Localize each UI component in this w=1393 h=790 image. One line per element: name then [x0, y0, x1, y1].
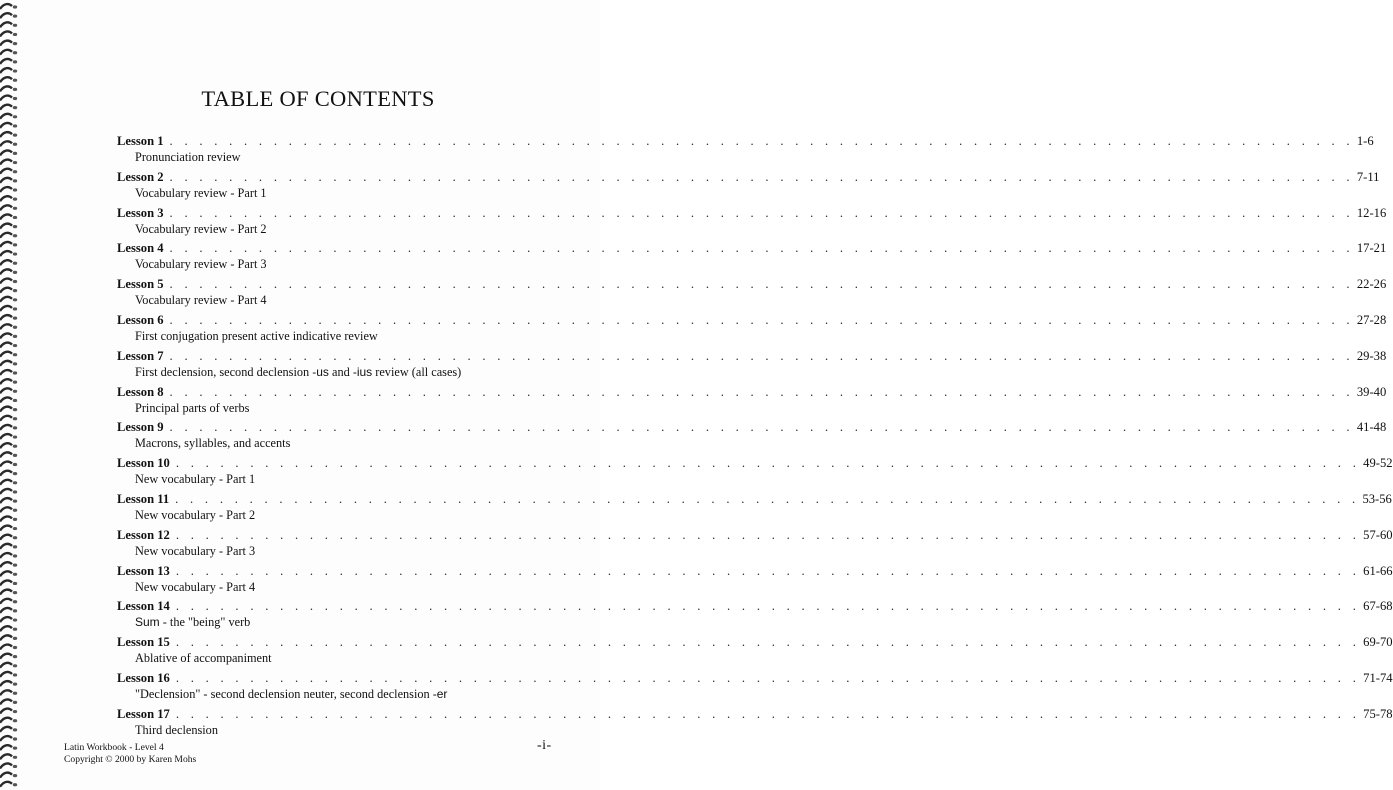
spiral-coil: [0, 553, 17, 558]
toc-entry: [117, 384, 1387, 421]
toc-entry: [117, 277, 1387, 313]
latin-term: -er: [432, 686, 448, 701]
lesson-label: Lesson 16: [117, 670, 170, 685]
spiral-coil: [0, 288, 17, 293]
dot-leader: . . . . . . . . . . . . . . . . . . . . . . . . . . . . . . . . . . . . . . . . . . . . . . . . . . . . . . . . . . . . . . . . . . . . . . . . . . . . . . . .: [169, 384, 1354, 399]
page-range: 39-40: [1356, 384, 1387, 399]
spiral-coil: [0, 480, 17, 485]
dot-leader: . . . . . . . . . . . . . . . . . . . . . . . . . . . . . . . . . . . . . . . . . . . . . . . . . . . . . . . . . . . . . . . . . . . . . . . . . . . . . . . .: [175, 599, 1361, 614]
spiral-coil: [0, 68, 17, 73]
spiral-coil: [0, 160, 17, 165]
spiral-coil: [0, 590, 17, 595]
dot-leader: . . . . . . . . . . . . . . . . . . . . . . . . . . . . . . . . . . . . . . . . . . . . . . . . . . . . . . . . . . . . . . . . . . . . . . . . . . . . . . . .: [169, 420, 1354, 435]
latin-term: Sum: [135, 615, 160, 630]
latin-term: -us: [312, 364, 329, 379]
spiral-coil: [0, 434, 17, 439]
toc-entry: [117, 670, 1393, 707]
lesson-description: [135, 436, 520, 451]
spiral-coil: [0, 498, 17, 503]
spiral-coil: [0, 544, 17, 549]
spiral-coil: [0, 407, 17, 412]
toc-entry: [117, 599, 1393, 635]
description-text: Vocabulary review - Part 3: [135, 257, 267, 272]
page-range: 49-52: [1363, 456, 1393, 471]
page-range: 27-28: [1356, 312, 1387, 327]
spiral-coil: [0, 260, 17, 265]
spiral-coil: [0, 77, 17, 82]
spiral-coil: [0, 397, 17, 402]
spiral-coil: [0, 269, 17, 274]
spiral-coil: [0, 617, 17, 622]
spiral-coil: [0, 196, 17, 201]
description-text: Pronunciation review: [135, 150, 241, 164]
spiral-coil: [0, 690, 17, 695]
toc-entry: [117, 635, 1393, 671]
lesson-description: [135, 365, 520, 380]
spiral-coil: [0, 425, 17, 430]
spiral-coil: [0, 22, 17, 27]
lesson-description: [135, 651, 520, 666]
lesson-label: Lesson 17: [117, 706, 170, 721]
page-range: 61-66: [1363, 563, 1393, 578]
lesson-label: Lesson 9: [117, 420, 164, 435]
spiral-coil: [0, 370, 17, 375]
page-range: 57-60: [1363, 527, 1393, 542]
dot-leader: . . . . . . . . . . . . . . . . . . . . . . . . . . . . . . . . . . . . . . . . . . . . . . . . . . . . . . . . . . . . . . . . . . . . . . . . . . . . . . . .: [175, 563, 1361, 578]
spiral-coil: [0, 324, 17, 329]
page-range: 71-74: [1363, 670, 1393, 685]
lesson-label: Lesson 10: [117, 456, 170, 471]
lesson-label: Lesson 1: [117, 134, 164, 148]
description-text: - the "being" verb: [159, 615, 251, 630]
spiral-coil: [0, 361, 17, 366]
footer-credits: [64, 742, 196, 765]
toc-entry: [117, 456, 1393, 492]
spiral-coil: [0, 50, 17, 55]
lesson-label: Lesson 2: [117, 169, 164, 184]
page-range: 12-16: [1356, 205, 1387, 220]
lesson-description: [135, 329, 520, 344]
toc-entry: [117, 312, 1387, 349]
toc-entry: [117, 134, 1374, 170]
spiral-coil: [0, 782, 17, 787]
lesson-label: Lesson 6: [117, 312, 164, 327]
toc-entry: [117, 706, 1393, 743]
spiral-coil: [0, 471, 17, 476]
lesson-label: Lesson 7: [117, 348, 164, 363]
spiral-coil: [0, 388, 17, 393]
lesson-description: [135, 257, 520, 272]
dot-leader: . . . . . . . . . . . . . . . . . . . . . . . . . . . . . . . . . . . . . . . . . . . . . . . . . . . . . . . . . . . . . . . . . . . . . . . . . . . . . . . .: [169, 205, 1354, 220]
dot-leader: . . . . . . . . . . . . . . . . . . . . . . . . . . . . . . . . . . . . . . . . . . . . . . . . . . . . . . . . . . . . . . . . . . . . . . . . . . . . . . . .: [175, 456, 1361, 471]
spiral-coil: [0, 663, 17, 668]
spiral-coil: [0, 333, 17, 338]
dot-leader: . . . . . . . . . . . . . . . . . . . . . . . . . . . . . . . . . . . . . . . . . . . . . . . . . . . . . . . . . . . . . . . . . . . . . . . . . . . . . . . .: [169, 277, 1354, 292]
toc-entry: [117, 563, 1393, 600]
description-text: Macrons, syllables, and accents: [135, 436, 291, 451]
lesson-label: Lesson 14: [117, 599, 170, 614]
spiral-binding: [0, 0, 34, 790]
description-text: New vocabulary - Part 1: [135, 472, 256, 487]
spiral-coil: [0, 306, 17, 311]
spiral-coil: [0, 507, 17, 512]
toc-entry: [117, 348, 1387, 385]
description-text: New vocabulary - Part 3: [135, 543, 256, 558]
page-range: 1-6: [1356, 134, 1374, 148]
lesson-label: Lesson 8: [117, 384, 164, 399]
description-text: review (all cases): [372, 364, 462, 379]
description-text: Vocabulary review - Part 4: [135, 293, 267, 308]
page-range: 7-11: [1356, 169, 1380, 184]
dot-leader: . . . . . . . . . . . . . . . . . . . . . . . . . . . . . . . . . . . . . . . . . . . . . . . . . . . . . . . . . . . . . . . . . . . . . . . . . . . . . . . .: [175, 527, 1361, 542]
spiral-coil: [0, 297, 17, 302]
lesson-description: [135, 150, 520, 165]
lesson-description: [135, 580, 520, 595]
lesson-label: Lesson 13: [117, 563, 170, 578]
spiral-coil: [0, 141, 17, 146]
spiral-coil: [0, 681, 17, 686]
lesson-description: [135, 544, 520, 559]
page-range: 29-38: [1356, 348, 1387, 363]
dot-leader: . . . . . . . . . . . . . . . . . . . . . . . . . . . . . . . . . . . . . . . . . . . . . . . . . . . . . . . . . . . . . . . . . . . . . . . . . . . . . . . .: [169, 348, 1354, 363]
spiral-coil: [0, 123, 17, 128]
dot-leader: . . . . . . . . . . . . . . . . . . . . . . . . . . . . . . . . . . . . . . . . . . . . . . . . . . . . . . . . . . . . . . . . . . . . . . . . . . . . . . . .: [175, 670, 1361, 685]
toc-entry: [117, 241, 1387, 277]
toc-entry: [117, 420, 1387, 456]
spiral-coil: [0, 343, 17, 348]
spiral-coil: [0, 672, 17, 677]
page-range: 22-26: [1356, 277, 1387, 292]
lesson-description: [135, 723, 520, 738]
spiral-coil: [0, 773, 17, 778]
lesson-description: [135, 222, 520, 237]
lesson-description: [135, 401, 520, 416]
lesson-description: [135, 293, 520, 308]
spiral-coil: [0, 736, 17, 741]
description-text: First conjugation present active indicative review: [135, 328, 378, 343]
dot-leader: . . . . . . . . . . . . . . . . . . . . . . . . . . . . . . . . . . . . . . . . . . . . . . . . . . . . . . . . . . . . . . . . . . . . . . . . . . . . . . . .: [175, 706, 1361, 721]
description-text: Vocabulary review - Part 1: [135, 185, 267, 200]
page-range: 53-56: [1362, 491, 1392, 506]
spiral-coil: [0, 214, 17, 219]
spiral-coil: [0, 462, 17, 467]
description-text: Third declension: [135, 722, 218, 737]
spiral-coil: [0, 13, 17, 18]
spiral-coil: [0, 114, 17, 119]
description-text: Ablative of accompaniment: [135, 651, 272, 666]
page-range: 41-48: [1356, 420, 1387, 435]
spiral-coil: [0, 626, 17, 631]
spiral-coil: [0, 580, 17, 585]
spiral-coil: [0, 516, 17, 521]
spiral-coil: [0, 233, 17, 238]
spiral-coil: [0, 242, 17, 247]
spiral-coil: [0, 251, 17, 256]
dot-leader: . . . . . . . . . . . . . . . . . . . . . . . . . . . . . . . . . . . . . . . . . . . . . . . . . . . . . . . . . . . . . . . . . . . . . . . . . . . . . . . .: [169, 312, 1354, 327]
toc-entry: [117, 205, 1387, 242]
spiral-coil: [0, 608, 17, 613]
footer-copyright: Copyright © 2000 by Karen Mohs: [64, 753, 197, 765]
page-number: -i-: [537, 738, 552, 753]
page-title: TABLE OF CONTENTS: [201, 86, 435, 111]
page-range: 67-68: [1363, 599, 1393, 614]
lesson-label: Lesson 11: [117, 491, 170, 506]
lesson-description: [135, 472, 520, 487]
spiral-coil: [0, 526, 17, 531]
page-range: 69-70: [1363, 635, 1393, 650]
spiral-coil: [0, 279, 17, 284]
spiral-coil: [0, 654, 17, 659]
latin-term: -ius: [352, 364, 373, 379]
lesson-label: Lesson 3: [117, 205, 164, 220]
spiral-coil: [0, 599, 17, 604]
table-of-contents: [117, 134, 1393, 743]
lesson-label: Lesson 5: [117, 277, 164, 292]
spiral-coil: [0, 59, 17, 64]
spiral-coil: [0, 489, 17, 494]
spiral-coil: [0, 754, 17, 759]
lesson-label: Lesson 12: [117, 527, 170, 542]
spiral-coil: [0, 132, 17, 137]
dot-leader: . . . . . . . . . . . . . . . . . . . . . . . . . . . . . . . . . . . . . . . . . . . . . . . . . . . . . . . . . . . . . . . . . . . . . . . . . . . . . . . .: [175, 491, 1360, 506]
spiral-coil: [0, 535, 17, 540]
toc-entry: [117, 527, 1393, 564]
spiral-coil: [0, 699, 17, 704]
description-text: "Declension" - second declension neuter, second declension: [135, 686, 433, 701]
spiral-coil: [0, 452, 17, 457]
spiral-coil: [0, 727, 17, 732]
toc-entry: [117, 169, 1380, 206]
lesson-description: [135, 508, 520, 523]
spiral-coil: [0, 379, 17, 384]
page-range: 17-21: [1356, 241, 1387, 256]
spiral-coil: [0, 635, 17, 640]
description-text: and: [328, 364, 353, 379]
spiral-coil: [0, 224, 17, 229]
description-text: Principal parts of verbs: [135, 400, 250, 415]
spiral-coil: [0, 763, 17, 768]
spiral-coil: [0, 745, 17, 750]
spiral-coil: [0, 562, 17, 567]
spiral-coil: [0, 571, 17, 576]
spiral-coil: [0, 178, 17, 183]
dot-leader: . . . . . . . . . . . . . . . . . . . . . . . . . . . . . . . . . . . . . . . . . . . . . . . . . . . . . . . . . . . . . . . . . . . . . . . . . . . . . . . .: [175, 635, 1361, 650]
spiral-coil: [0, 150, 17, 155]
spiral-coil: [0, 443, 17, 448]
lesson-description: [135, 687, 520, 702]
description-text: New vocabulary - Part 4: [135, 579, 256, 594]
description-text: New vocabulary - Part 2: [135, 507, 256, 522]
spiral-coil: [0, 41, 17, 46]
dot-leader: . . . . . . . . . . . . . . . . . . . . . . . . . . . . . . . . . . . . . . . . . . . . . . . . . . . . . . . . . . . . . . . . . . . . . . . . . . . . . . . .: [169, 169, 1354, 184]
page-range: 75-78: [1363, 706, 1393, 721]
spiral-coil: [0, 416, 17, 421]
description-text: First declension, second declension: [135, 364, 313, 379]
lesson-label: Lesson 15: [117, 635, 170, 650]
spiral-coil: [0, 315, 17, 320]
spiral-coil: [0, 4, 17, 9]
toc-entry: [117, 491, 1392, 528]
spiral-coil: [0, 169, 17, 174]
lesson-description: [135, 615, 520, 630]
spiral-coil: [0, 645, 17, 650]
lesson-label: Lesson 4: [117, 241, 164, 256]
description-text: Vocabulary review - Part 2: [135, 221, 267, 236]
lesson-description: [135, 186, 520, 201]
footer-book-title: Latin Workbook - Level 4: [64, 742, 164, 753]
spiral-coil: [0, 205, 17, 210]
spiral-coil: [0, 709, 17, 714]
dot-leader: . . . . . . . . . . . . . . . . . . . . . . . . . . . . . . . . . . . . . . . . . . . . . . . . . . . . . . . . . . . . . . . . . . . . . . . . . . . . . . . .: [169, 134, 1354, 148]
spiral-coil: [0, 718, 17, 723]
spiral-coil: [0, 352, 17, 357]
spiral-coil: [0, 31, 17, 36]
spiral-coil: [0, 187, 17, 192]
dot-leader: . . . . . . . . . . . . . . . . . . . . . . . . . . . . . . . . . . . . . . . . . . . . . . . . . . . . . . . . . . . . . . . . . . . . . . . . . . . . . . . .: [169, 241, 1354, 256]
